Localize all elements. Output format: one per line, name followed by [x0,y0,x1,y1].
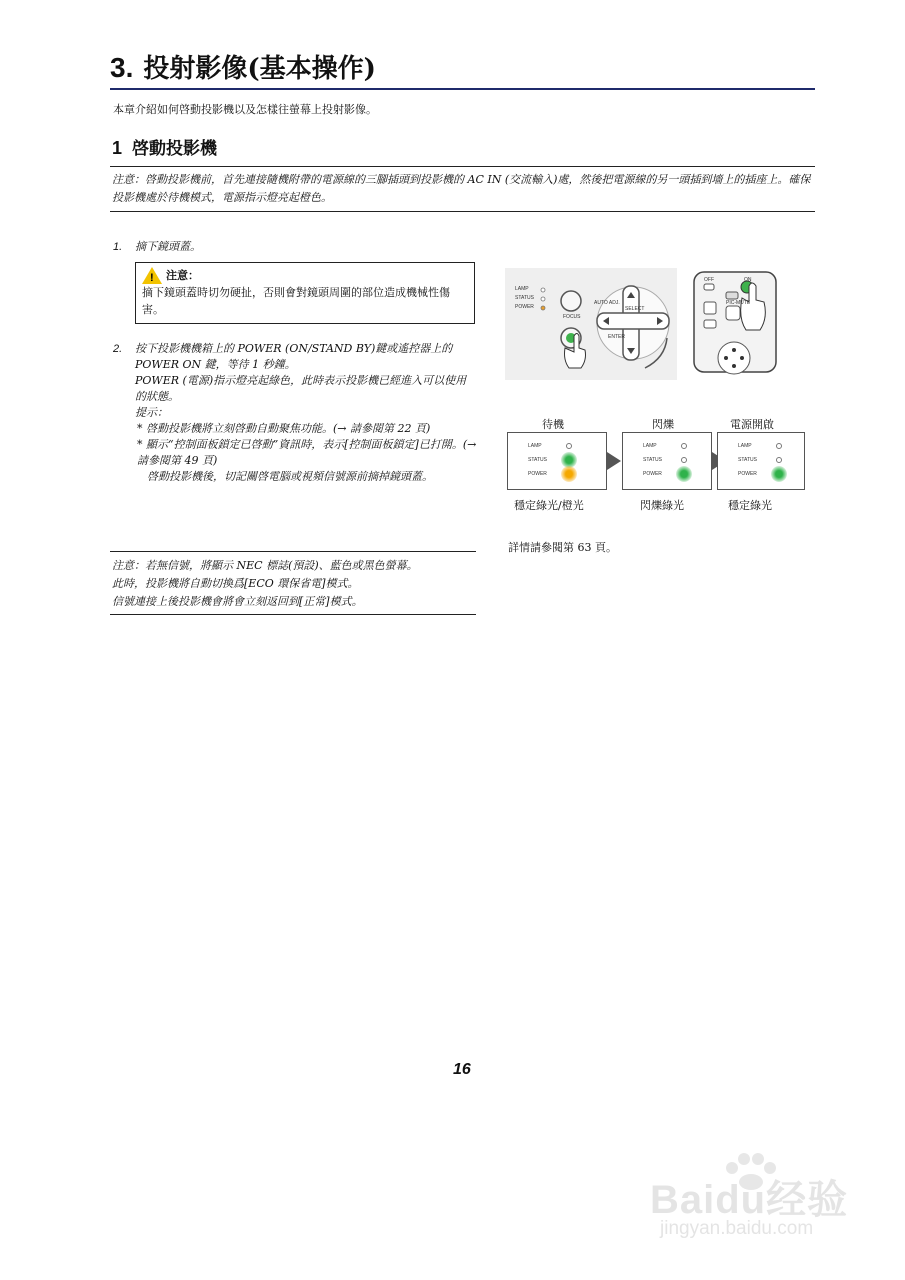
enter-label: ENTER [608,334,625,340]
led-power-label: POWER [738,471,757,477]
led-status-label: STATUS [738,457,757,463]
baidu-watermark [640,1150,860,1250]
lamp-label: LAMP [515,286,529,292]
step-2-number: 2. [113,343,123,355]
chapter-title-text: 投射影像(基本操作) [143,54,376,84]
caution-title: 注意： [166,269,199,282]
auto-adj-label: AUTO ADJ. [594,300,620,306]
led-status-label: STATUS [528,457,547,463]
step-1-number: 1. [113,241,123,253]
watermark-main: Baidu经验 [650,1178,849,1222]
chapter-title [110,48,815,90]
remote-control-image [690,268,802,380]
power-indicator-glow [771,466,787,482]
note-bottom-line1: 注意：若無信號，將顯示 NEC 標誌(預設)、藍色或黑色螢幕。 [112,559,418,572]
led-panel-power-on [717,432,805,490]
power-indicator-glow [676,466,692,482]
led-panel-standby [507,432,607,490]
note-top: 注意：啓動投影機前，首先連接隨機附帶的電源線的三腳插頭到投影機的 AC IN (交流輸入)處，然後把電源線的另一頭插到墻上的插座上。確保投影機處於待機模式，電源指示燈亮起橙色。 [110,166,815,212]
warning-icon [142,267,162,284]
step-2 [113,341,477,485]
status-indicator [776,457,782,463]
state-power-on-desc: 穩定綠光 [728,499,772,512]
step-2-line1: 按下投影機機箱上的 POWER (ON/STAND BY)鍵或遙控器上的 POWER ON 鍵，等待 1 秒鐘。 [135,342,453,371]
off-label: OFF [704,277,714,283]
caution-text: 摘下鏡頭蓋時切勿硬扯，否則會對鏡頭周圍的部位造成機械性傷害。 [142,286,450,316]
led-power-label: POWER [643,471,662,477]
section-title: 啓動投影機 [132,139,218,159]
on-label: ON [744,277,752,283]
step-1-text: 摘下鏡頭蓋。 [135,240,201,253]
led-power-label: POWER [528,471,547,477]
caution-box [135,262,475,324]
page-number: 16 [453,1061,471,1078]
control-panel-drawing [505,268,677,380]
hint-2: * 顯示“控制面板鎖定已啓動”資訊時，表示[控制面板鎖定]已打開。(→ 請參閱第 49 頁) [137,438,477,467]
led-status-label: STATUS [643,457,662,463]
section-number: 1 [112,138,123,158]
state-standby-label: 待機 [542,418,564,431]
status-indicator [681,457,687,463]
status-label: STATUS [515,295,534,301]
intro-text: 本章介紹如何啓動投影機以及怎樣往螢幕上投射影像。 [113,103,377,116]
arrow-right-icon [607,452,621,470]
led-lamp-label: LAMP [528,443,542,449]
note-bottom-line2: 此時，投影機將自動切換爲[ECO 環保省電]模式。 [112,577,359,590]
hint-title: 提示： [135,406,168,419]
note-bottom-line3: 信號連接上後投影機會將會立刻返回到[正常]模式。 [112,595,363,608]
chapter-number: 3. [110,52,134,83]
watermark-sub: jingyan.baidu.com [660,1218,814,1239]
control-panel-image [505,268,677,380]
remote-control-drawing [690,268,802,380]
led-panel-blinking [622,432,712,490]
hint-3: 啓動投影機後，切記關啓電腦或視頻信號源前摘掉鏡頭蓋。 [147,470,433,483]
lamp-indicator [566,443,572,449]
state-standby-desc: 穩定綠光/橙光 [514,499,584,512]
focus-label: FOCUS [563,314,581,320]
lamp-indicator [681,443,687,449]
state-blinking-desc: 閃爍綠光 [640,499,684,512]
step-2-line2: POWER (電源)指示燈亮起綠色，此時表示投影機已經進入可以使用的狀態。 [135,374,467,403]
state-power-on-label: 電源開啟 [730,418,774,431]
step-1 [113,239,473,255]
state-blinking-label: 閃爍 [652,418,674,431]
see-reference: 詳情請參閱第 63 頁。 [508,541,617,554]
power-indicator-glow [561,466,577,482]
note-bottom [110,551,476,615]
hint-1: * 啓動投影機將立刻啓動自動聚焦功能。(→ 請參閱第 22 頁) [137,422,431,435]
power-label: POWER [515,304,534,310]
led-lamp-label: LAMP [738,443,752,449]
led-lamp-label: LAMP [643,443,657,449]
lamp-indicator [776,443,782,449]
section-heading [112,134,217,159]
select-label: SELECT [625,306,645,312]
pic-mute-label: PIC-MUTE [726,300,751,306]
